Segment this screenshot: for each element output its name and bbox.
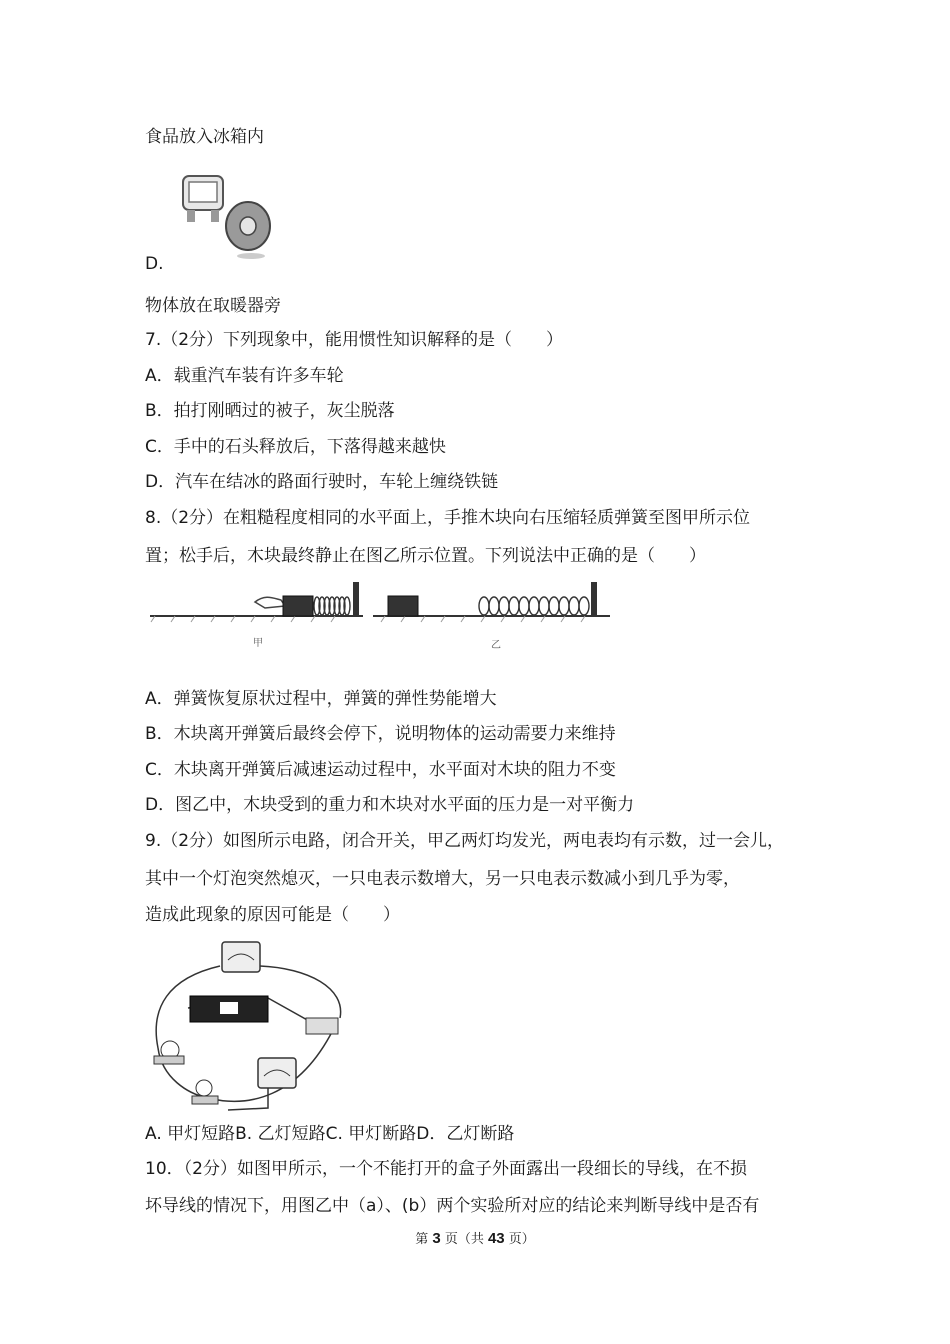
q7-option-a: A．载重汽车装有许多车轮 bbox=[145, 366, 344, 386]
lamp-yi bbox=[196, 1080, 212, 1096]
q8-option-a: A．弹簧恢复原状过程中，弹簧的弹性势能增大 bbox=[145, 689, 497, 709]
label-yi: 乙 bbox=[491, 640, 501, 651]
q6-d-caption: 物体放在取暖器旁 bbox=[145, 296, 281, 316]
q8-stem-line-2: 置；松手后，木块最终静止在图乙所示位置。下列说法中正确的是（ ） bbox=[145, 546, 706, 566]
lamp-yi-base bbox=[192, 1096, 218, 1104]
q9-stem-line-1: 9.（2分）如图所示电路，闭合开关，甲乙两灯均发光，两电表均有示数，过一会儿， bbox=[145, 831, 785, 851]
heater-leg-left bbox=[187, 210, 195, 222]
ammeter bbox=[258, 1058, 296, 1088]
heater-leg-right bbox=[211, 210, 219, 222]
switch bbox=[306, 1018, 338, 1034]
footer-suffix: 页） bbox=[504, 1232, 535, 1247]
q7-stem: 7.（2分）下列现象中，能用惯性知识解释的是（ ） bbox=[145, 330, 564, 350]
q9-stem-line-3: 造成此现象的原因可能是（ ） bbox=[145, 905, 400, 925]
spring-compressed bbox=[314, 597, 350, 615]
q8-option-b: B．木块离开弹簧后最终会停下，说明物体的运动需要力来维持 bbox=[145, 724, 616, 744]
q9-options: A. 甲灯短路B. 乙灯短路C. 甲灯断路D．乙灯断路 bbox=[145, 1124, 515, 1144]
q6-d-label: D. bbox=[145, 254, 164, 274]
disc-shadow bbox=[237, 253, 265, 259]
spring-figure bbox=[145, 578, 615, 656]
q8-stem-line-1: 8.（2分）在粗糙程度相同的水平面上，手推木块向右压缩轻质弹簧至图甲所示位 bbox=[145, 508, 751, 528]
footer-total-pages: 43 bbox=[487, 1230, 505, 1247]
q9-stem-line-2: 其中一个灯泡突然熄灭，一只电表示数增大，另一只电表示数减小到几乎为零， bbox=[145, 869, 740, 889]
footer-page-number: 3 bbox=[432, 1230, 441, 1247]
circuit-wires bbox=[156, 966, 340, 1110]
q8-option-c: C．木块离开弹簧后减速运动过程中，水平面对木块的阻力不变 bbox=[145, 760, 616, 780]
page-footer bbox=[0, 1228, 950, 1247]
hand bbox=[255, 597, 285, 608]
wall-yi bbox=[591, 582, 597, 616]
block-yi bbox=[388, 596, 418, 616]
heater-figure bbox=[175, 170, 275, 262]
q7-option-d: D．汽车在结冰的路面行驶时，车轮上缠绕铁链 bbox=[145, 472, 499, 492]
heater-screen bbox=[189, 182, 217, 202]
disc-center bbox=[240, 217, 256, 235]
voltmeter bbox=[222, 942, 260, 972]
lamp-jia-base bbox=[154, 1056, 184, 1064]
circuit-figure bbox=[148, 938, 348, 1116]
footer-middle: 页（共 bbox=[440, 1232, 488, 1247]
q7-option-c: C．手中的石头释放后，下落得越来越快 bbox=[145, 437, 446, 457]
battery-label bbox=[220, 1002, 238, 1014]
q6-c-caption: 食品放入冰箱内 bbox=[145, 127, 264, 147]
q10-stem-line-1: 10．（2分）如图甲所示，一个不能打开的盒子外面露出一段细长的导线，在不损 bbox=[145, 1159, 747, 1179]
wall-jia bbox=[353, 582, 359, 616]
label-jia: 甲 bbox=[253, 638, 263, 649]
q8-option-d: D．图乙中，木块受到的重力和木块对水平面的压力是一对平衡力 bbox=[145, 795, 635, 815]
block-jia bbox=[283, 596, 313, 616]
q10-stem-line-2: 坏导线的情况下，用图乙中（a）、(b）两个实验所对应的结论来判断导线中是否有 bbox=[145, 1196, 760, 1216]
spring-relaxed bbox=[479, 597, 589, 615]
q7-option-b: B．拍打刚晒过的被子，灰尘脱落 bbox=[145, 401, 395, 421]
footer-prefix: 第 bbox=[415, 1232, 433, 1247]
